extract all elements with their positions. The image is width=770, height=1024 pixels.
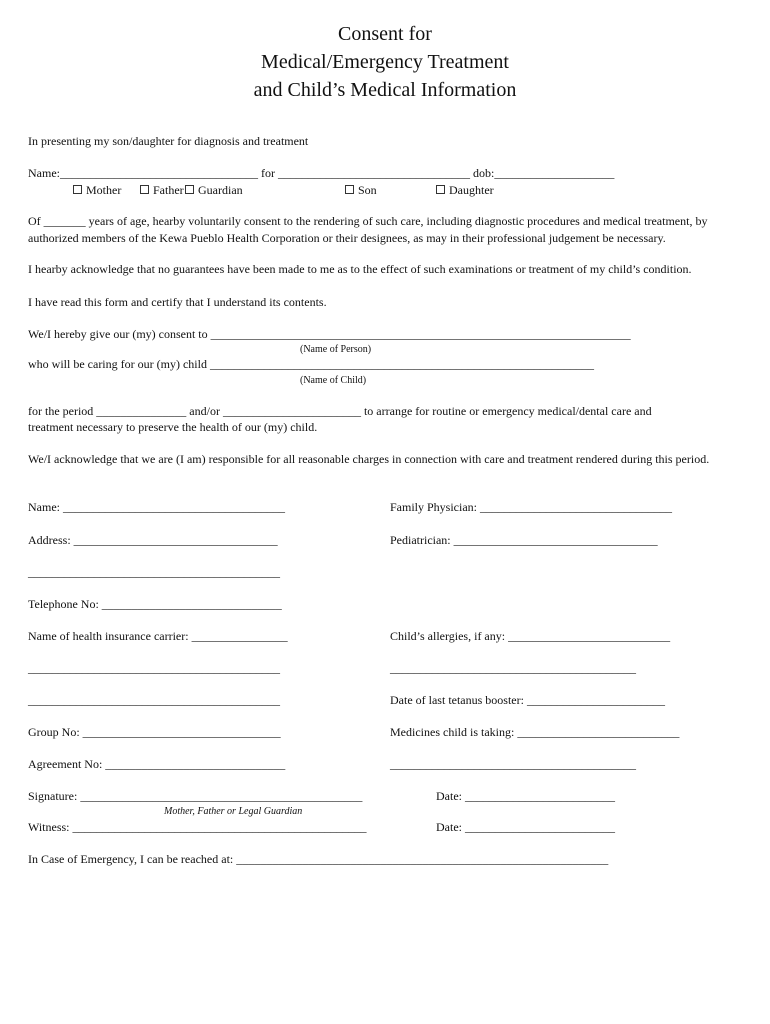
- checkbox-guardian[interactable]: Guardian: [185, 182, 243, 198]
- title-line-3: and Child’s Medical Information: [253, 79, 517, 101]
- family-physician-field[interactable]: Family Physician: ________________________________: [390, 500, 672, 514]
- title-line-2: Medical/Emergency Treatment: [261, 51, 509, 73]
- name-field[interactable]: Name: _____________________________________: [28, 500, 285, 514]
- checkbox-icon: [345, 185, 354, 194]
- name-of-person-caption: (Name of Person): [300, 344, 372, 355]
- period-line-2: treatment necessary to preserve the health of our (my) child.: [28, 420, 318, 434]
- medicines-extra-line[interactable]: _________________________________________: [390, 757, 636, 771]
- parent-name-field[interactable]: [28, 165, 614, 181]
- insurance-extra-line-1[interactable]: __________________________________________: [28, 661, 280, 675]
- witness-date-field[interactable]: Date: _________________________: [436, 820, 615, 834]
- checkbox-icon: [436, 185, 445, 194]
- caring-for-child-field[interactable]: who will be caring for our (my) child ________________________________________________________________: [28, 357, 594, 371]
- signature-date-field[interactable]: Date: _________________________: [436, 789, 615, 803]
- dob-blank: ____________________: [494, 166, 615, 180]
- insurance-extra-line-2[interactable]: __________________________________________: [28, 693, 280, 707]
- address-line-2-field[interactable]: __________________________________________: [28, 565, 280, 579]
- telephone-field[interactable]: Telephone No: ______________________________: [28, 597, 282, 611]
- checkbox-son[interactable]: Son: [345, 182, 377, 198]
- allergies-field[interactable]: Child’s allergies, if any: ___________________________: [390, 629, 671, 643]
- address-field[interactable]: Address: __________________________________: [28, 533, 278, 547]
- agreement-number-field[interactable]: Agreement No: ______________________________: [28, 757, 286, 771]
- certify-paragraph: I have read this form and certify that I understand its contents.: [28, 295, 327, 309]
- name-of-child-caption: (Name of Child): [300, 375, 367, 386]
- title-line-1: Consent for: [338, 23, 432, 45]
- child-name-blank: ________________________________: [278, 166, 470, 180]
- checkbox-icon: [185, 185, 194, 194]
- checkbox-icon: [73, 185, 82, 194]
- checkbox-daughter[interactable]: Daughter: [436, 182, 494, 198]
- name-label: Name:: [28, 166, 60, 180]
- medicines-field[interactable]: Medicines child is taking: ___________________________: [390, 725, 680, 739]
- form-title: [0, 20, 770, 104]
- name-blank: _________________________________: [60, 166, 258, 180]
- group-number-field[interactable]: Group No: _________________________________: [28, 725, 281, 739]
- for-label: for: [261, 166, 275, 180]
- allergies-extra-line[interactable]: _________________________________________: [390, 661, 636, 675]
- consent-paragraph: Of _______ years of age, hearby voluntarily consent to the rendering of such care, including diagnostic procedures and medical treatment, by authorized members of the Kewa Pueblo Health Corporation or their designees, as may in their professional judgement be necessary.: [28, 214, 708, 245]
- pediatrician-field[interactable]: Pediatrician: __________________________________: [390, 533, 658, 547]
- insurance-carrier-field[interactable]: Name of health insurance carrier: ________________: [28, 629, 288, 643]
- signature-field[interactable]: Signature: _______________________________________________: [28, 789, 363, 803]
- period-field[interactable]: for the period _______________ and/or _______________________ to arrange for routine or emergency medical/dental care and: [28, 404, 652, 418]
- signature-caption: Mother, Father or Legal Guardian: [164, 806, 303, 817]
- responsibility-paragraph: We/I acknowledge that we are (I am) responsible for all reasonable charges in connection with care and treatment rendered during this period.: [28, 452, 710, 466]
- dob-label: dob:: [473, 166, 495, 180]
- checkbox-father[interactable]: Father: [140, 182, 184, 198]
- witness-field[interactable]: Witness: _________________________________________________: [28, 820, 367, 834]
- consent-to-person-field[interactable]: We/I hereby give our (my) consent to ______________________________________________________________________: [28, 327, 631, 341]
- intro-text: In presenting my son/daughter for diagnosis and treatment: [28, 134, 309, 148]
- checkbox-icon: [140, 185, 149, 194]
- checkbox-mother[interactable]: Mother: [73, 182, 121, 198]
- tetanus-booster-field[interactable]: Date of last tetanus booster: _______________________: [390, 693, 665, 707]
- acknowledgement-paragraph: I hearby acknowledge that no guarantees have been made to me as to the effect of such examinations or treatment of my child’s condition.: [28, 262, 692, 276]
- emergency-contact-field[interactable]: In Case of Emergency, I can be reached at: ______________________________________________________________: [28, 852, 609, 866]
